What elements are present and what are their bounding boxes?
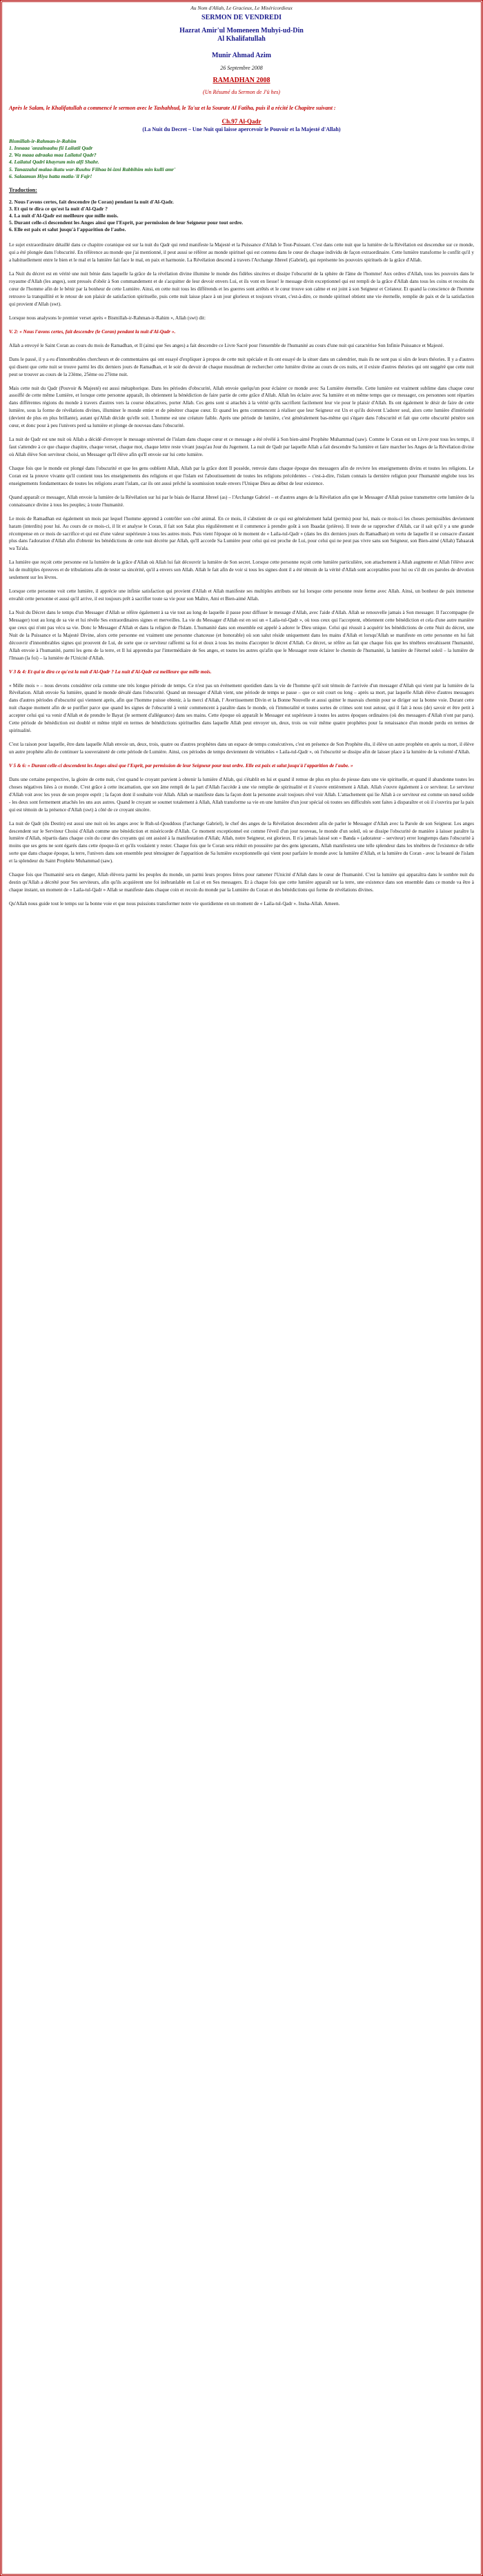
verse-line: 6. Salaamun Hiya hatta matla-'il Fajr! [9, 172, 92, 179]
body-paragraph: La nuit de Qadr (du Destin) est aussi une nuit où les anges avec le Ruh-ul-Qouddous (l'archange Gabriel), le chef des anges de la Révélation descendent afin de parler le Messager d'Allah avec la Parole de son Seigneur. Les anges descendent sur le Serviteur Choisi d'Allah comme une bénédiction et miséricorde d'Allah. Ce moment exceptionnel est comme l'éveil d'un jour nouveau, le monde d'un soleil, où se dissipe l'obscurité de manière à laisser paraître la lumière d'Allah, répartis dans chaque coin du cœur des croyants qui ont assisté à la manifestation d'Allah; Allah, notre Seigneur, est glorieux. Il n'a jamais laissé son « Banda » (adorateur – serviteur) errer longtemps dans l'obscurité à moins que ses gens ne sont égarés dans cette époque-là et qu'ils voulaient y rester. Chaque fois que le Coran sera réduit en poussière par des gens ignorants, Allah manifestera une telle splendeur dans les ténèbres de l'existence de telle sorte que dans chaque époque, la terre, l'univers dans son ensemble peut témoigner de l'apparition de Sa lumière exceptionnelle qui vient pour parfaire le monde avec la lumière d'Allah, et la lumière du Coran - avec la beauté de l'islam et la splendeur du Saint Prophète Muhammad (saw). [9, 820, 474, 864]
body-paragraph: Qu'Allah nous guide tout le temps sur la bonne voie et que nous puissions transformer notre vie quotidienne en un moment de « Laila-tul-Qadr ». Insha-Allah. Ameen. [9, 901, 340, 906]
body-paragraph: La nuit de Qadr est une nuit où Allah a décidé d'envoyer le message universel de l'islam dans chaque cœur et ce message a été révélé à Son bien-aimé Prophète Muhammad (saw). Comme le Coran est un Livre pour tous les temps, il faut s'attendre à ce que chaque chapitre, chaque verset, chaque mot, chaque lettre reste vivant jusqu'au Jour du Jugement. La nuit de Qadr par laquelle Allah a fait descendre Sa lumière et faire marcher les Anges de la Révélation divine où Allah élève Son serviteur choisi, un Messager qu'Il élève afin qu'Il envoie sur lui cette lumière. [9, 437, 474, 457]
verse-line: 1. Innaaa 'anzalnaahu fii Lailatil Qadr [9, 145, 93, 152]
body-paragraph: Dans le passé, il y a eu d'innombrables chercheurs et de commentaires qui ont essayé d'expliquer à propos de cette nuit spéciale et ils ont essayé de la situer dans un calendrier, mais ils ne sont pas si sûrs de leurs théories. Il y a d'autres qui disent que cette nuit se trouve parmi les dix derniers jours de Ramadhan, et le soir du devoir de chaque musulman de rechercher cette lumière divine au cours de ces nuits, et il existe d'autres théories qui ont suggéré que cette nuit peut se trouver au cours de la 23ème, 25ème ou 27ème nuit. [9, 356, 474, 377]
translation-line: 6. Elle est paix et salut jusqu'à l'apparition de l'aube. [9, 226, 126, 233]
translation-lines [9, 199, 474, 234]
body-paragraph: Lorsque cette personne voit cette lumière, il apprécie une infinie satisfaction qui provient d'Allah et Allah manifeste ses multiples attributs sur lui lorsque cette personne reste ferme avec Allah. Ainsi, un bonheur de paix immense envahit cette personne et aussi qu'il arrive, il est toujours prêt à sacrifier toute sa vie pour son Maître, Ami et Bien-aimé Allah. [9, 588, 474, 602]
body-paragraph: La lumière que reçoit cette personne est la lumière de la grâce d'Allah où Allah lui fait découvrir la lumière de Son secret. Lorsque cette personne reçoit cette lumière particulière, son attachement à Allah augmente et Allah l'élève avec lui de multiples épreuves et de tribulations afin de tester sa sincérité, qu'il a envers son Allah. Allah le fait afin de voir si tous les signes dont il a été témoin de la vérité d'Allah sont acceptables pour lui ou s'il dit ces paroles de dévotion seulement sur les lèvres. [9, 559, 474, 581]
verse-heading: V 3 & 4: Et qui te dira ce qu'est la nuit d'Al-Qadr ? La nuit d'Al-Qadr est meilleure que mille mois. [9, 668, 212, 675]
caliph-subtitle: Al Khalifatullah [217, 35, 266, 43]
translation-line: 4. La nuit d'Al-Qadr est meilleure que mille mois. [9, 212, 119, 219]
translation-line: 3. Et qui te dira ce qu'est la nuit d'Al-Qadr ? [9, 205, 108, 212]
translation-line: 5. Durant celle-ci descendent les Anges ainsi que l'Esprit, par permission de leur Seigneur pour tout ordre. [9, 219, 244, 226]
arabic-verses [9, 138, 474, 180]
verse-line: Bismillah-ir-Rahman-ir-Rahim [9, 138, 77, 144]
body-paragraph: Le sujet extraordinaire détaillé dans ce chapitre coranique est sur la nuit du Qadr qui rend manifeste la Majesté et la Puissance d'Allah le Tout-Puissant. C'est dans cette nuit que la lumière de la Révélation est descendue sur ce monde, qui a été plongée dans l'obscurité. En référence au monde que j'ai mentionné, il peut aussi se référer au monde spirituel qui est contenu dans le cœur de chaque individu de façon extraordinaire. Cette lumière transforme le conflit qu'il y a habituellement entre le bien et le mal et la lumière fait face le mal, en paix et harmonie. La Révélation descend à travers l'Archange Jibreel (Gabriel), qui représente les pouvoirs spirituels de la grâce d'Allah. [9, 242, 474, 264]
summary-note: (Un Résumé du Sermon de J'ü hes) [203, 89, 280, 95]
body-paragraph: Lorsque nous analysons le premier verset après « Bismillah-ir-Rahman-ir-Rahim », Allah (swt) dit: [9, 315, 206, 321]
author-name: Munir Ahmad Azim [212, 52, 271, 59]
translation-line: 2. Nous l'avons certes, fait descendre (le Coran) pendant la nuit d'Al-Qadr. [9, 198, 174, 205]
chapter-subtitle: (La Nuit du Decret – Une Nuit qui laisse apercevoir le Pouvoir et la Majesté d'Allah) [142, 126, 341, 132]
sermon-title: SERMON DE VENDREDI [201, 14, 282, 21]
sermon-body [9, 241, 474, 908]
caliph-title: Hazrat Amir'ul Momeneen Muhyi-ud-Din [179, 27, 304, 34]
body-paragraph: Chaque fois que l'humanité sera en danger, Allah élèvera parmi les peuples du monde, un parmi leurs propres frères pour ramener l'Unicité d'Allah dans le cœur de l'humanité. C'est la lumière qui apparaîtra dans le sombre nuit du destin qu'Allah a décrété pour Ses serviteurs, afin qu'ils acquièrent une foi inébranlable en Lui et en Ses messagers. Et à chaque fois que cette lumière apparaît sur la terre, une existence dans son ensemble dans ce monde va être à chaque instant, un moment de « Laila-tul-Qadr » Allah se manifeste dans chaque coin et recoin du monde par la Lumière du Coran et des bénédictions qui forme de révélations divines. [9, 872, 474, 893]
body-paragraph: Quand apparaît ce messager, Allah envoie la lumière de la Révélation sur lui par le biais de Hazrat Jibreel (as) – l'Archange Gabriel – et d'autres anges de la Révélation afin que le Messager d'Allah puisse transmettre cette lumière de la connaissance divine à tous les peuples; à toute l'humanité. [9, 494, 474, 508]
verse-line: 5. Tanazzalul malaa-ikatu war-Ruuhu Fiihaa bi-izni Rabbihim min kulli amr' [9, 166, 176, 172]
verse-heading: V 5 & 6: « Durant celle-ci descendent les Anges ainsi que l'Esprit, par permission de leur Seigneur pour tout ordre. Elle est paix et salut jusqu'à l'apparition de l'aube. » [9, 762, 353, 769]
body-paragraph: Le mois de Ramadhan est également un mois par lequel l'homme apprend à contrôler son côté animal. En ce mois, il s'abstient de ce qui est généralement halal (permis) pour lui, mais ce mois-ci les choses permissibles deviennent haram (interdits) pour lui. Au cours de ce mois-ci, il lit et analyse le Coran, il fait son Salat plus régulièrement et il commence à prendre goût à son Ibaadat (prières). Il teste de se rapprocher d'Allah, car il sait qu'il y a une grande récompense en ce mois de sacrifice et qui est d'une valeur supérieure à tous les autres mois. Puis vient l'époque où le moment de « Laila-tul-Qadr » (dans les dix derniers jours du Ramadhan) en vertu de laquelle il se consacre d'autant plus dans l'adoration d'Allah afin d'obtenir les bénédictions de cette nuit décrète par Allah, qu'Il accorde Sa Lumière pour celui qui est proche de Lui, pour celui qui ne peut pas vivre sans son Seigneur, son Bien-aimé (Allah) Tabaarak wa Ta'ala. [9, 515, 474, 552]
sermon-date: 26 Septembre 2008 [220, 65, 263, 71]
chapter-title: Ch.97 Al-Qadr [221, 118, 262, 125]
intro-paragraph: Après le Salam, le Khalifatullah a commencé le sermon avec le Tashahhud, le Ta'uz et la Sourate Al Fatiha, puis il a récité le Chapitre suivant : [9, 105, 336, 111]
verse-heading: V. 2: « Nous l'avons certes, fait descendre (le Coran) pendant la nuit d'Al-Qadr ». [9, 328, 176, 335]
body-paragraph: Dans une certaine perspective, la gloire de cette nuit, c'est quand le croyant parvient à obtenir la lumière d'Allah, qui s'établit en lui et quand il remue de plus en plus de pieuse dans une vie spirituelle, et quand il abandonne toutes les choses négatives liées à ce monde. C'est grâce à cette incarnation, que son âme rempli de la part d'Allah l'accède à une vie remplie de spiritualité et il s'ouvre entièrement à Allah. Allah s'ouvre également à ce serviteur. Le serviteur d'Allah voit avec les yeux de son propre esprit ; la façon dont il souhaite voir Allah. Allah se manifeste dans la façon dont la personne avait toujours rêvé voir Allah. L'attachement qui lie Allah à ce serviteur est comme un nœud solide - les deux sont fermement attachés les uns aux autres. Quand le croyant se soumet totalement à Allah, Allah transforme sa vie en une lumière d'un jour spécial où toutes ses difficultés sont faites à disparaître et où il s'ouvrira par la paix qui est témoin de la présence d'Allah (swt) à côté de ce croyant sincère. [9, 776, 474, 813]
body-paragraph: C'est la raison pour laquelle, être dans laquelle Allah envoie un, deux, trois, quatre ou d'autres prophètes dans un espace de temps consécutives, c'est en présence de Son Prophète élu, il élève un autre prophète en après sa mort, il élève un autre prophète afin de continuer la souveraineté de cette période de Lumière. Ainsi, ces périodes de temps deviennent de véritables « Laila-tul-Qadr », où l'obscurité se dissipe afin de laisser place à la lumière de la volonté d'Allah. [9, 742, 474, 755]
translation-heading: Traduction: [9, 186, 37, 193]
body-paragraph: La Nuit du Décret dans le temps d'un Messager d'Allah se réfère également à sa vie tout au long de laquelle il passe pour diffuser le message d'Allah, avec l'aide d'Allah. Allah se renouvelle jamais à Son messager. Il l'accompagne (le Messager) tout au long de sa vie et lui révèle Ses extraordinaires signes et merveilles. La vie du Messager d'Allah est en soi un « Laila-tul-Qadr », où tous ceux qui l'acceptent, obtiennent cette bénédiction et cela d'une autre manière que ceux qui n'ont pas vécu sa vie. Donc le Messager d'Allah et dans la religion de l'Islam. L'humanité dans son ensemble est appelé à adorer le Dieu unique. Celui qui réussit à acquérir les bénédictions de cette Nuit du décret, une Nuit de la Puissance et la Majesté Divine, alors cette personne est vraiment une personne chanceuse (et honorable) où son salut réside uniquement dans les mains d'Allah et lorsqu'Allah se manifeste en cette personne en lui fait découvrir d'innombrables signes qui prouvent de Lui, de sorte que ce serviteur raffermi sa foi et doux à tous les moins d'accepter le décret d'Allah. Ce décret, se réfère au fait que chaque fois que les ténèbres envahissent l'humanité, Allah envoie à l'humanité, parmi les gens de la terre, et Il lui apprendra par l'intermédiaire de Ses anges, et toutes les autres qu'afin que le Messager reste éclairer le chemin de l'humanité, la lumière de l'éternel soleil – la lumière de l'Imaan (la foi) – la lumière de l'Unicité d'Allah. [9, 610, 474, 661]
body-paragraph: La Nuit du décret est en vérité une nuit bénie dans laquelle la grâce de la révélation divine illumine le monde des fidèles sincères et dissipe l'obscurité de la sphère de l'âme de l'homme! Aux ordres d'Allah, tous les pouvoirs dans le royaume d'Allah (les anges), sont pressés d'obéir à Son commandement et de s'acquitter de leur devoir envers Lui, et ils vont en liesse! le message divin exceptionnel qui est rempli de la grâce d'Allah dans tous les coins et recoins du cœur de l'homme afin de le bénir par la bonheur de cette Lumière. Ainsi, en cette nuit tous les différends et les guerres sont arrêtés et le cœur trouve son calme et est joint à son Seigneur et Créateur. Et quand la conscience de l'homme retrouve la tranquillité et le retour de son plaisir de satisfaction spirituelle, puis cette nuit laisse place à un jour glorieux et toujours vivant, c'est-à-dire, ce monde spirituel obtient une vie éternelle, remplie de paix et de la satisfaction qui provient d'Allah (swt). [9, 271, 474, 307]
verse-line: 2. Wa maaa adraaka maa Lailatul Qadr? [9, 152, 97, 159]
body-paragraph: Chaque fois que le monde est plongé dans l'obscurité et que les gens oublient Allah, Allah par la grâce dont Il possède, renvoie dans chaque époque des messagers afin de revivre les enseignements divins et toutes les religions. Le Coran est la preuve vivante qu'il contient tous les enseignements des religions et que l'islam est l'aboutissement de toutes les religions précédentes – c'est-à-dire, l'islam connais la dernière religion pour l'humanité englobe tous les enseignements fondamentaux de toutes les religions avant l'islam, car ils ont aussi prêché la soumission totale envers l'Unique Dieu au début de leur existence. [9, 465, 474, 486]
month-heading: RAMADHAN 2008 [213, 77, 270, 84]
body-paragraph: Mais cette nuit du Qadr (Pouvoir & Majesté) est aussi métaphorique. Dans les périodes d'obscurité, Allah envoie quelqu'un pour éclairer ce monde avec Sa Lumière éternelle. Cette lumière est vraiment sublime dans chaque cœur assoiffé de cette même Lumière, et lorsque cette personne apparaît, ils obtiennent la bénédiction de faire partie de cette grâce d'Allah. Allah les éclaire avec Sa lumière et en même temps que ce messager, ces personnes sont réparties dans différentes régions du monde à travers d'autres vers la course éducatives, porter Allah. Ces gens sont si attachés à la vérité qu'ils sacrifient facilement leur vie pour le plaisir d'Allah. Ils ont également le désir de faire de cette lumière, sous la forme de révélations divines, illuminer le monde entier et de pénétrer chaque cœur. Et quand les gens commencent à réaliser que leur Seigneur est Un et qu'ils doivent L'adorer seul, alors cette lumière d'intériorité (devient de plus en plus brillante), autant qu'Allah décide qu'elle soit. L'homme est une créature faible. Après une période de lumière, c'est généralement bas-même qui s'égare dans l'obscurité et fait que cette obscurité pénètre son cœur, et donc pour à peu l'univers perd sa lumière et plonge de nouveau dans l'obscurité. [9, 385, 474, 429]
body-paragraph: « Mille mois » – nous devons considérer cela comme une très longue période de temps. Ce n'est pas un événement quotidien dans la vie de l'homme qu'il soit témoin de l'arrivée d'un messager d'Allah qui vient par la lumière de la Révélation. Allah envoie Sa lumière, quand le monde dévalé dans l'obscurité. Quand un messager d'Allah vient, une période de temps se passe – que ce soit court ou long – après sa mort, par laquelle Allah élève d'autres messagers dans d'autres périodes d'obscurité qui viennent après, afin que l'homme puisse obtenir, à la merci d'Allah, l' Avertissement Divin et la Bonne Nouvelle et aussi quitter le mauvais chemin pour se diriger sur la bonne voie. Durant cette nuit chaque moment afin de se purifier parce que quand les signes de l'obscurité à venir commencent à paraître dans le monde, où l'immoralité et toutes sortes de crimes sont tout autour, qui il fait à nous (de) savoir et être petit à accepter celui qui va venir d'Allah et de prendre le Bayat (le serment d'allégeance) dans ses mains. Cette époque où apparaît le Messager est supérieure à toutes les autres époques ordinaires (où des messagers d'Allah n'ont par paru). Cette période de bénédiction est doublé et même triplé en termes de bénédictions spirituelles dans laquelle Allah peut envoyer un, deux, trois ou voir même quatre prophètes pour la renaissance d'un monde perdu en termes de spiritualité. [9, 682, 474, 734]
verse-line: 4. Lailatul Qadri khayrum min alfi Shahr. [9, 159, 99, 166]
body-paragraph: Allah a envoyé le Saint Coran au cours du mois de Ramadhan, et Il (ainsi que Ses anges) a fait descendre ce Livre Sacré pour l'ensemble de l'humanité au cours d'une nuit qui caractérise Son Infinie Puissance et Majesté. [9, 342, 444, 348]
bismillah-line: Au Nom d'Allah, Le Gracieux, Le Miséricordieux [190, 5, 293, 11]
